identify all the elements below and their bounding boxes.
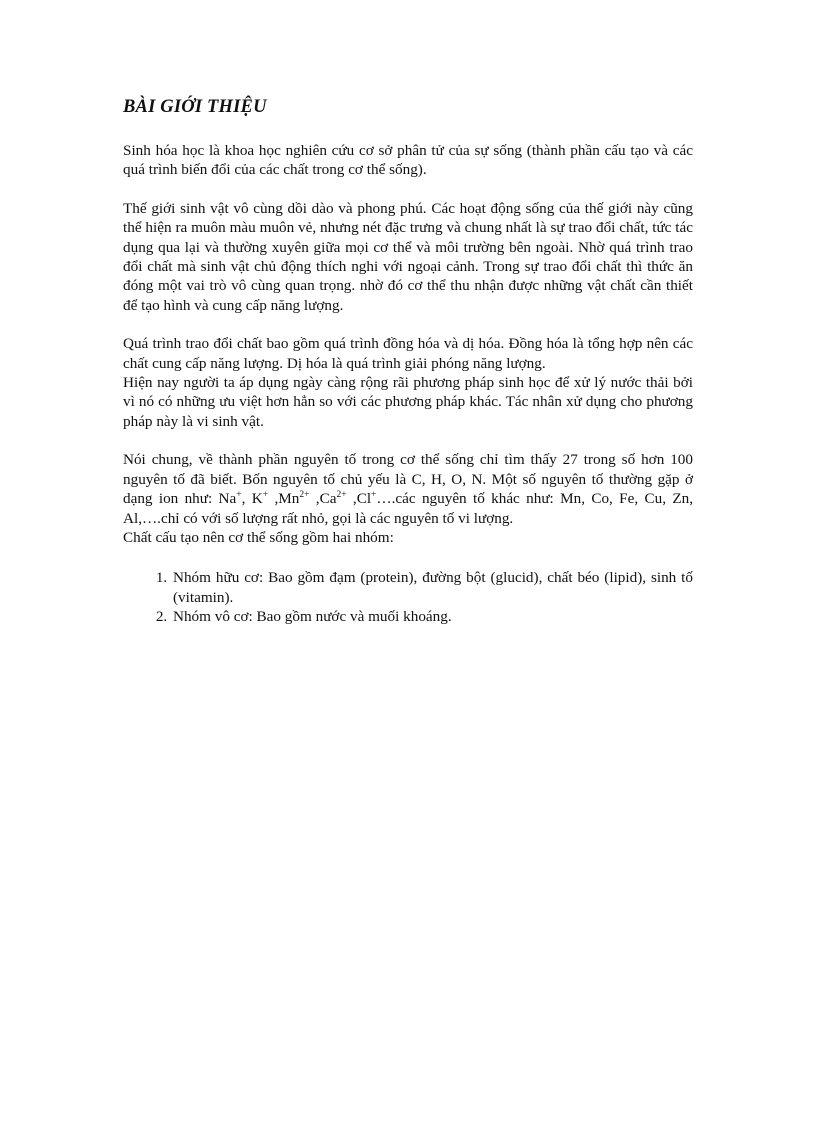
ion-separator: , K xyxy=(241,490,263,508)
ion-separator: ,Cl xyxy=(346,490,372,508)
list-item: 2. Nhóm vô cơ: Bao gồm nước và muối khoáng. xyxy=(171,607,693,626)
ion-separator: ,Ca xyxy=(309,490,337,508)
paragraph-elements xyxy=(123,450,693,528)
cl-ion-charge: + xyxy=(371,490,377,501)
paragraph-anabolism-catabolism: Quá trình trao đổi chất bao gồm quá trình đồng hóa và dị hóa. Đồng hóa là tổng hợp nên các chất cung cấp năng lượng. Dị hóa là quá trình giải phóng năng lượng. xyxy=(123,335,693,372)
paragraph-metabolism: Thế giới sinh vật vô cùng dồi dào và phong phú. Các hoạt động sống của thế giới này cũng thể hiện ra muôn màu muôn vẻ, nhưng nét đặc trưng và chung nhất là sự trao đổi chất, tức tác dụng qua lại và thường xuyên giữa mọi cơ thể và môi trường bên ngoài. Nhờ quá trình trao đổi chất mà sinh vật chủ động thích nghi với ngoại cảnh. Trong sự trao đổi chất thì thức ăn đóng một vai trò vô cùng quan trọng. nhờ đó cơ thể thu nhận được những vật chất cần thiết để tạo hình và cung cấp năng lượng. xyxy=(123,199,693,314)
paragraph-intro: Sinh hóa học là khoa học nghiên cứu cơ sở phân tử của sự sống (thành phần cấu tạo và các quá trình biến đổi của các chất trong cơ thể sống). xyxy=(123,142,693,179)
elements-outro-text: ….các nguyên tố khác như: Mn, Co, Fe, Cu, Zn, Al,….chỉ có với số lượng rất nhỏ, gọi là các nguyên tố vi lượng. xyxy=(123,490,694,527)
paragraph-composition: Chất cấu tạo nên cơ thể sống gồm hai nhóm: xyxy=(123,528,394,546)
elements-intro-text: Nói chung, về thành phần nguyên tố trong cơ thể sống chỉ tìm thấy 27 trong số hơn 100 nguyên tố đã biết. Bốn nguyên tố chủ yếu là C, H, O, N. Một số nguyên tố thường gặp ở dạng ion như: Na xyxy=(123,451,693,508)
document-page xyxy=(123,94,693,627)
na-ion-charge: + xyxy=(236,490,242,501)
ca-ion-charge: 2+ xyxy=(336,490,347,501)
k-ion-charge: + xyxy=(262,490,269,501)
composition-list xyxy=(123,568,693,626)
list-item: 1. Nhóm hữu cơ: Bao gồm đạm (protein), đường bột (glucid), chất béo (lipid), sinh tố (vitamin). xyxy=(171,568,693,607)
ion-separator: ,Mn xyxy=(268,490,300,508)
page-title: BÀI GIỚI THIỆU xyxy=(123,97,267,117)
mn-ion-charge: 2+ xyxy=(299,490,310,501)
paragraph-wastewater: Hiện nay người ta áp dụng ngày càng rộng rãi phương pháp sinh học để xử lý nước thải bởi vì nó có những ưu việt hơn hẳn so với các phương pháp khác. Tác nhân xử dụng cho phương pháp này là vi sinh vật. xyxy=(123,374,693,430)
